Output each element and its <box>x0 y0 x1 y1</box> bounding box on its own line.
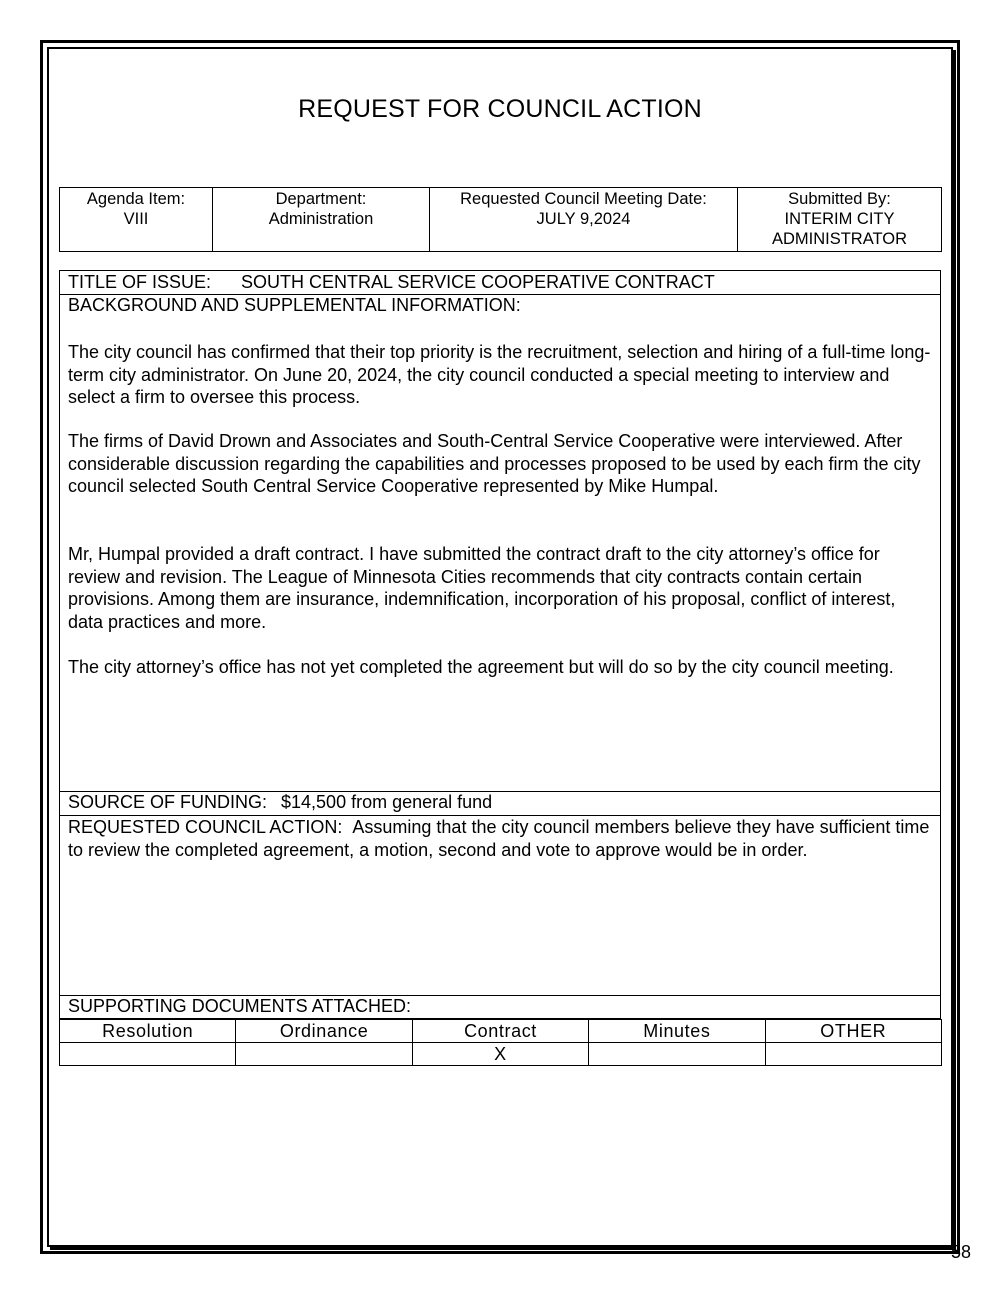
mark-contract: X <box>412 1043 588 1066</box>
agenda-item-cell <box>60 188 213 252</box>
requested-action-text: Assuming that the city council members believe they have sufficient time to review the completed agreement, a motion, second and vote to approve would be in order. <box>68 817 930 860</box>
docs-header-row <box>60 1020 942 1043</box>
title-of-issue-value: SOUTH CENTRAL SERVICE COOPERATIVE CONTRACT <box>241 272 715 292</box>
page-number: 58 <box>951 1242 972 1262</box>
supporting-docs-label: SUPPORTING DOCUMENTS ATTACHED: <box>68 996 412 1016</box>
mark-resolution <box>60 1043 236 1066</box>
page-title: REQUEST FOR COUNCIL ACTION <box>298 95 702 123</box>
header-table <box>59 187 942 252</box>
mark-minutes <box>589 1043 765 1066</box>
supporting-docs-table <box>59 1019 942 1066</box>
meeting-date-cell <box>430 188 738 252</box>
funding-label: SOURCE OF FUNDING: <box>68 792 268 812</box>
department-label: Department: <box>275 190 367 208</box>
col-contract: Contract <box>412 1020 588 1043</box>
meeting-date-value: JULY 9,2024 <box>536 210 631 228</box>
col-resolution: Resolution <box>60 1020 236 1043</box>
submitted-by-value-1: INTERIM CITY <box>784 210 895 228</box>
title-of-issue-row <box>68 272 715 293</box>
background-paragraph-4: The city attorney’s office has not yet completed the agreement but will do so by the city council meeting. <box>68 657 894 677</box>
docs-mark-row <box>60 1043 942 1066</box>
agenda-item-value: VIII <box>123 210 149 228</box>
department-value: Administration <box>268 210 374 228</box>
col-other: OTHER <box>765 1020 941 1043</box>
col-minutes: Minutes <box>589 1020 765 1043</box>
meeting-date-label: Requested Council Meeting Date: <box>460 190 707 208</box>
background-label: BACKGROUND AND SUPPLEMENTAL INFORMATION: <box>68 295 521 315</box>
department-cell <box>213 188 430 252</box>
request-form-box <box>59 270 941 1019</box>
mark-other <box>765 1043 941 1066</box>
submitted-by-value-2: ADMINISTRATOR <box>771 230 908 248</box>
requested-action-label: REQUESTED COUNCIL ACTION: <box>68 817 343 837</box>
background-paragraph-3: Mr, Humpal provided a draft contract. I have submitted the contract draft to the city attorney’s office for review and revision. The League of Minnesota Cities recommends that city contracts contain certain provisions. Among them are insurance, indemnification, incorporation of his proposal, conflict of interest, data practices and more. <box>68 544 896 632</box>
col-ordinance: Ordinance <box>236 1020 412 1043</box>
funding-value: $14,500 from general fund <box>281 792 493 812</box>
background-paragraph-1: The city council has confirmed that their top priority is the recruitment, selection and hiring of a full-time long-term city administrator. On June 20, 2024, the city council conducted a special meeting to interview and select a firm to oversee this process. <box>68 342 931 408</box>
background-paragraph-2: The firms of David Drown and Associates and South-Central Service Cooperative were interviewed. After considerable discussion regarding the capabilities and processes proposed to be used by each firm the city council selected South Central Service Cooperative represented by Mike Humpal. <box>68 431 921 497</box>
submitted-by-label: Submitted By: <box>788 190 891 208</box>
requested-action-block <box>68 816 932 861</box>
funding-row <box>68 792 492 813</box>
submitted-by-cell <box>738 188 942 252</box>
mark-ordinance <box>236 1043 412 1066</box>
title-of-issue-label: TITLE OF ISSUE: <box>68 272 212 292</box>
agenda-item-label: Agenda Item: <box>86 190 186 208</box>
